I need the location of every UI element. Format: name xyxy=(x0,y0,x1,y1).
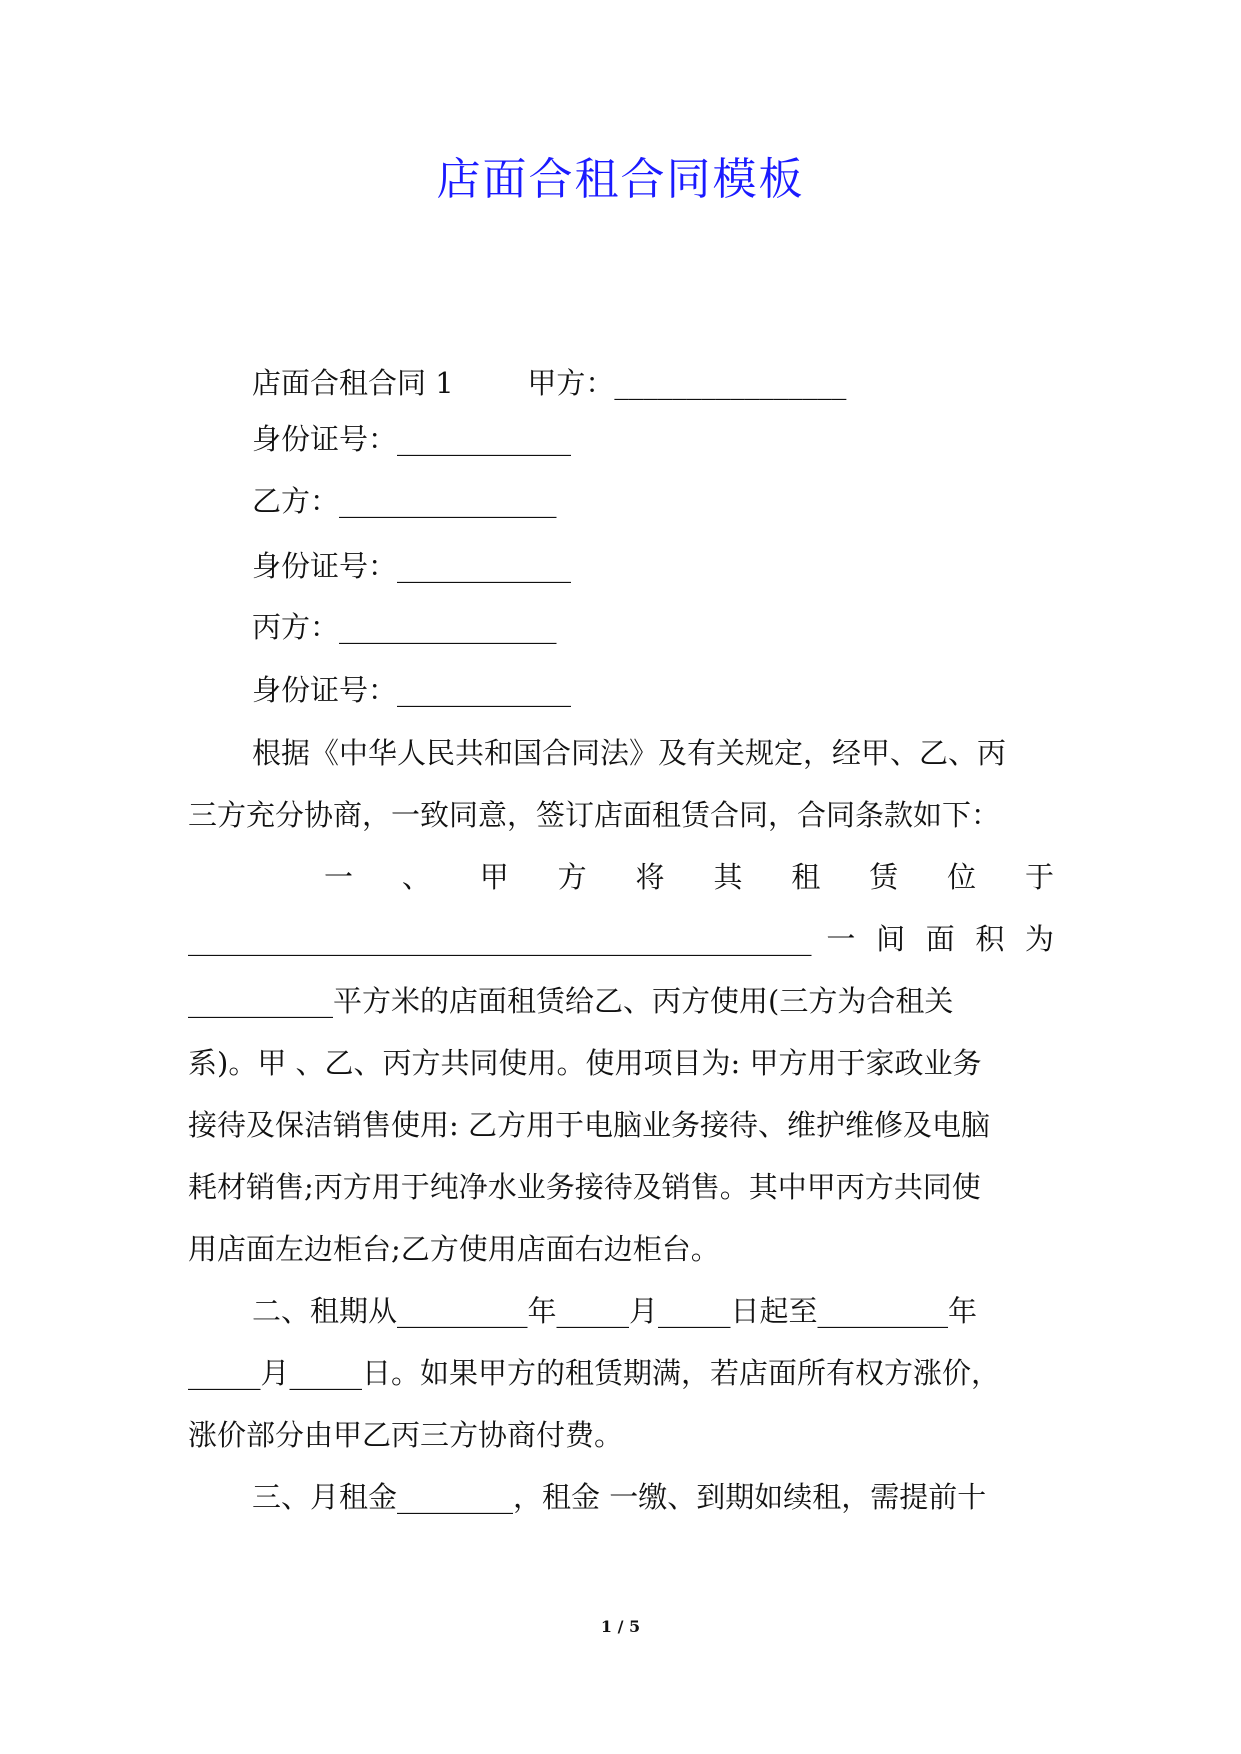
clause-2-line: _____月_____日。如果甲方的租赁期满，若店面所有权方涨价， xyxy=(188,1356,1001,1390)
party-b-id-line: 身份证号：____________ xyxy=(252,549,572,583)
party-a-line: 店面合租合同 1 甲方：________________ xyxy=(252,366,847,400)
party-c-id-line: 身份证号：____________ xyxy=(252,673,572,707)
clause-1-line: 系)。甲 、乙、丙方共同使用。使用项目为: 甲方用于家政业务 xyxy=(188,1046,982,1080)
clause-2-line: 涨价部分由甲乙丙三方协商付费。 xyxy=(188,1418,624,1452)
document-title: 店面合租合同模板 xyxy=(436,154,805,205)
clause-1-line: 用店面左边柜台;乙方使用店面右边柜台。 xyxy=(188,1232,720,1266)
party-a-id-line: 身份证号：____________ xyxy=(252,422,572,456)
party-b-line: 乙方：_______________ xyxy=(252,484,557,518)
paragraph-intro-line: 三方充分协商，一致同意，签订店面租赁合同，合同条款如下： xyxy=(188,798,1001,832)
clause-1-line: ___________________________________________ 一 间 面 积 为 xyxy=(188,922,1054,956)
clause-3-line: 三、月租金________，租金 一缴、到期如续租，需提前十 xyxy=(252,1480,987,1514)
party-c-line: 丙方：_______________ xyxy=(252,610,557,644)
clause-2-line: 二、租期从_________年_____月_____日起至_________年 xyxy=(252,1294,978,1328)
clause-1-line: 一 、 甲 方 将 其 租 赁 位 于 xyxy=(324,860,1054,894)
clause-1-line: 接待及保洁销售使用: 乙方用于电脑业务接待、维护维修及电脑 xyxy=(188,1108,990,1142)
clause-1-line: 耗材销售;丙方用于纯净水业务接待及销售。其中甲丙方共同使 xyxy=(188,1170,981,1204)
page-number: 1 / 5 xyxy=(600,1617,641,1636)
clause-1-line: __________平方米的店面租赁给乙、丙方使用(三方为合租关 xyxy=(188,984,954,1018)
paragraph-intro-line: 根据《中华人民共和国合同法》及有关规定，经甲、乙、丙 xyxy=(252,736,1007,770)
